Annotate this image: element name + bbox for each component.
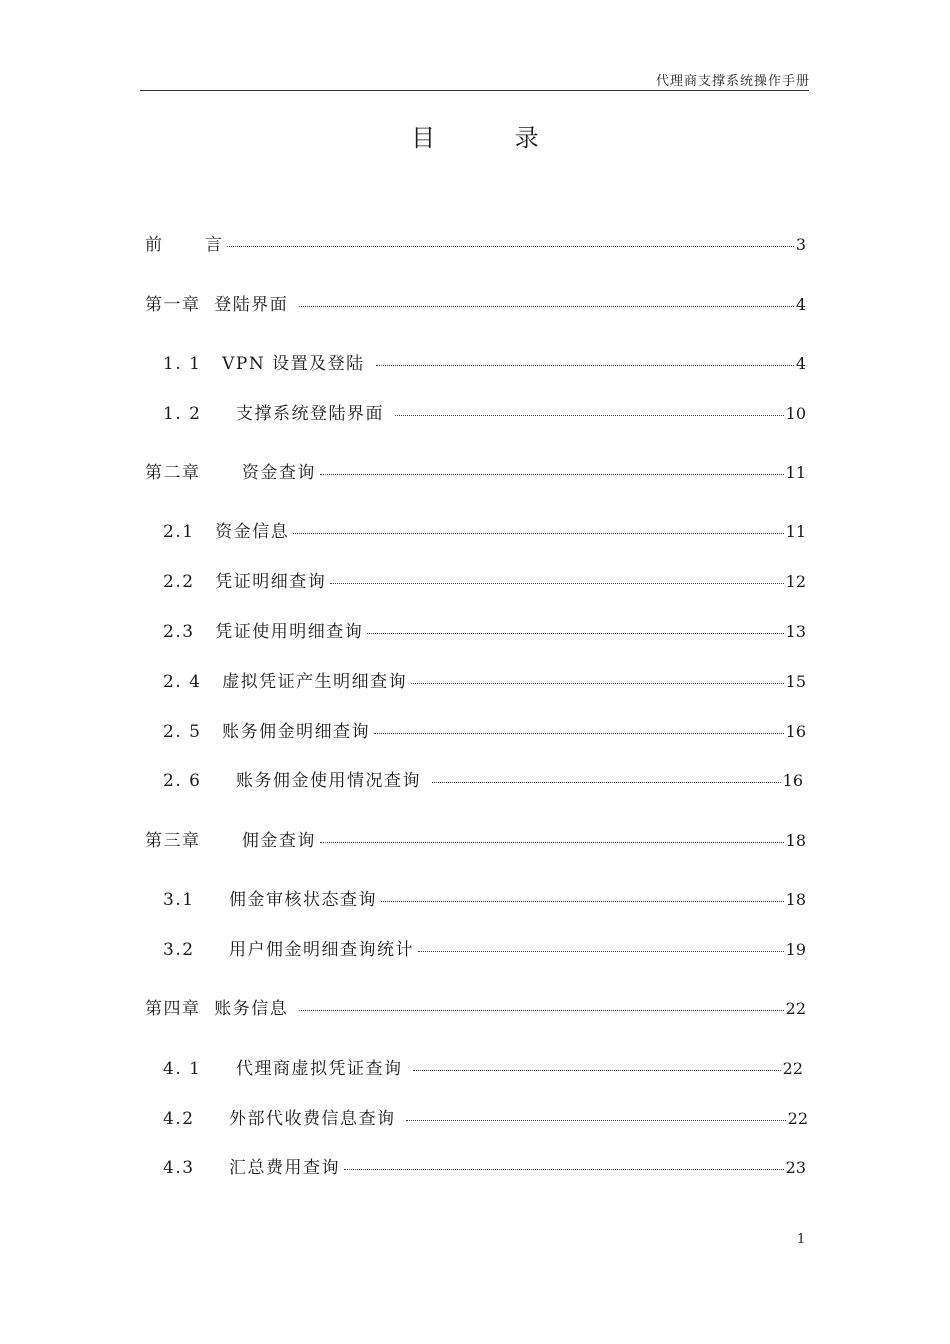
toc-entry[interactable]: [145, 826, 806, 850]
toc-entry-page: 18: [785, 831, 806, 850]
dot-leader: [330, 582, 783, 584]
toc-entry-label: 前 言: [145, 235, 224, 255]
toc-entry[interactable]: [163, 1054, 803, 1078]
toc-entry-label: 2. 6 账务佣金使用情况查询: [163, 771, 428, 791]
toc-entry-label: 4.3 汇总费用查询: [163, 1158, 341, 1178]
toc-entry-label: 2.1 资金信息: [163, 522, 290, 542]
header-rule: [140, 90, 809, 91]
dot-leader: [406, 1119, 785, 1121]
dot-leader: [374, 732, 783, 734]
dot-leader: [367, 632, 783, 634]
toc-entry-page: 16: [782, 771, 803, 790]
toc-entry[interactable]: [163, 617, 806, 641]
dot-leader: [413, 1069, 780, 1071]
toc-entry-label: 4.2 外部代收费信息查询: [163, 1109, 403, 1129]
dot-leader: [293, 532, 783, 534]
toc-entry-page: 22: [782, 1059, 803, 1078]
toc-entry[interactable]: [163, 1153, 806, 1177]
toc-entry[interactable]: [145, 458, 806, 482]
toc-entry[interactable]: [145, 994, 806, 1018]
toc-entry-label: 第二章 资金查询: [145, 463, 316, 483]
dot-leader: [418, 950, 784, 952]
dot-leader: [320, 473, 784, 475]
toc-entry[interactable]: [145, 230, 806, 254]
toc-entry-label: 2. 4 虚拟凭证产生明细查询: [163, 672, 408, 692]
toc-entry[interactable]: [163, 517, 806, 541]
toc-entry-page: 22: [785, 999, 806, 1018]
dot-leader: [376, 364, 794, 366]
dot-leader: [320, 841, 784, 843]
page-number: 1: [797, 1232, 806, 1247]
toc-entry-page: 19: [785, 940, 806, 959]
dot-leader: [299, 305, 794, 307]
toc-entry-page: 22: [787, 1109, 808, 1128]
toc-entry-page: 15: [785, 672, 806, 691]
toc-entry-page: 4: [795, 354, 806, 373]
toc-entry-page: 11: [785, 463, 806, 482]
toc-entry-page: 3: [795, 235, 806, 254]
toc-entry[interactable]: [163, 885, 806, 909]
toc-entry-label: 1. 1 VPN 设置及登陆: [163, 354, 372, 374]
toc-entry-label: 3.1 佣金审核状态查询: [163, 890, 378, 910]
toc-entry-label: 2. 5 账务佣金明细查询: [163, 722, 371, 742]
dot-leader: [381, 900, 784, 902]
dot-leader: [432, 781, 781, 783]
toc-entry-label: 第三章 佣金查询: [145, 831, 316, 851]
dot-leader: [227, 245, 793, 247]
toc-entry[interactable]: [163, 935, 806, 959]
dot-leader: [395, 414, 784, 416]
toc-entry[interactable]: [163, 349, 806, 373]
toc-entry[interactable]: [163, 567, 806, 591]
toc-entry-label: 3.2 用户佣金明细查询统计: [163, 940, 415, 960]
toc-entry-label: 2.3 凭证使用明细查询: [163, 622, 364, 642]
toc-entry[interactable]: [163, 667, 806, 691]
toc-entry[interactable]: [163, 766, 803, 790]
toc-entry-page: 23: [785, 1158, 806, 1177]
toc-entry[interactable]: [163, 399, 806, 423]
dot-leader: [411, 682, 783, 684]
toc-entry-page: 4: [795, 295, 806, 314]
toc-entry-label: 1. 2 支撑系统登陆界面: [163, 404, 391, 424]
dot-leader: [299, 1009, 783, 1011]
toc-entry-label: 第一章 登陆界面: [145, 295, 296, 315]
toc-entry[interactable]: [145, 290, 806, 314]
toc-entry-page: 10: [785, 404, 806, 423]
toc-heading: 目 录: [411, 124, 575, 152]
toc-entry[interactable]: [163, 1104, 808, 1128]
toc-entry-page: 12: [785, 572, 806, 591]
header-title: 代理商支撑系统操作手册: [655, 74, 810, 89]
toc-entry-label: 2.2 凭证明细查询: [163, 572, 327, 592]
toc-entry-label: 第四章 账务信息: [145, 999, 296, 1019]
dot-leader: [344, 1168, 784, 1170]
toc-entry-page: 11: [785, 522, 806, 541]
toc-entry[interactable]: [163, 717, 806, 741]
toc-entry-page: 18: [785, 890, 806, 909]
toc-entry-page: 16: [785, 722, 806, 741]
toc-entry-label: 4. 1 代理商虚拟凭证查询: [163, 1059, 410, 1079]
toc-entry-page: 13: [785, 622, 806, 641]
